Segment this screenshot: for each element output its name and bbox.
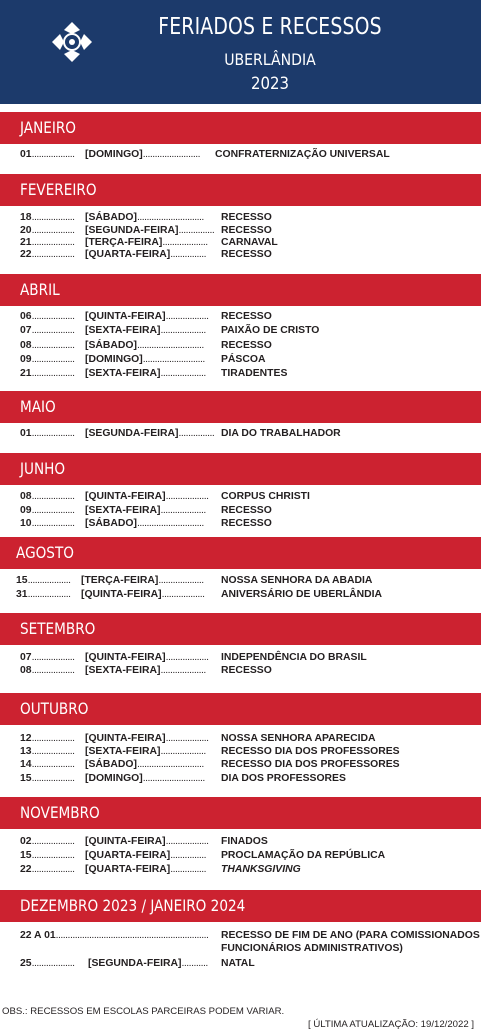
last-updated: [ ÚLTIMA ATUALIZAÇÃO: 19/12/2022 ] — [307, 1019, 474, 1030]
month-header-abril: ABRIL — [0, 274, 481, 306]
institution-emblem-icon — [50, 20, 94, 64]
month-header-maio: MAIO — [0, 391, 481, 423]
month-header-agosto: AGOSTO — [0, 537, 481, 569]
month-header-fevereiro: FEVEREIRO — [0, 174, 481, 206]
city-name: UBERLÂNDIA — [224, 50, 316, 69]
month-header-novembro: NOVEMBRO — [0, 797, 481, 829]
page-title: FERIADOS E RECESSOS — [158, 14, 382, 40]
month-header-outubro: OUTUBRO — [0, 693, 481, 725]
month-header-dezembro-janeiro: DEZEMBRO 2023 / JANEIRO 2024 — [0, 890, 481, 922]
month-header-janeiro: JANEIRO — [0, 112, 481, 144]
footer-note: OBS.: RECESSOS EM ESCOLAS PARCEIRAS PODEM VARIAR. — [2, 1006, 285, 1017]
year-label: 2023 — [250, 74, 290, 94]
header-banner — [0, 0, 481, 104]
month-header-setembro: SETEMBRO — [0, 613, 481, 645]
month-header-junho: JUNHO — [0, 453, 481, 485]
